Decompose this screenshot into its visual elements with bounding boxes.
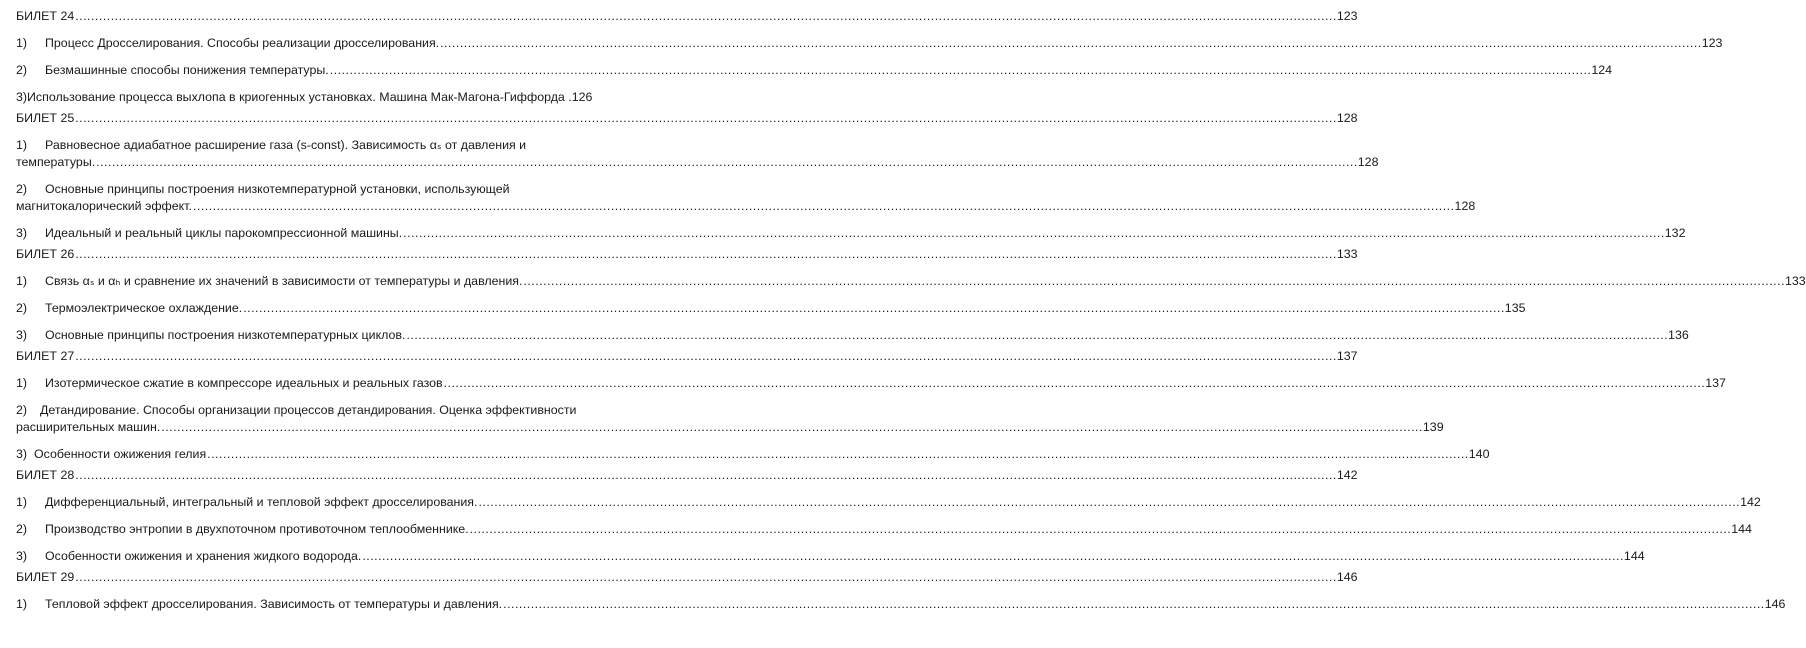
page-number: 137 [1336,349,1358,363]
page-number: 128 [1454,199,1476,213]
page-number: 140 [1468,447,1490,461]
toc-entry-ticket[interactable] [16,8,1358,25]
entry-title: Тепловой эффект дросселирования. Зависимость от температуры и давления. [45,597,503,611]
toc-entry-item[interactable] [16,181,1476,215]
toc-entry-item[interactable] [16,494,1761,511]
item-number: 2) [16,182,28,196]
table-of-contents [16,0,1806,613]
page-number: 137 [1705,376,1726,390]
page-number: 146 [1336,570,1358,584]
item-number: 1) [16,274,28,288]
item-number: 1) [16,138,28,152]
page-number: 128 [1336,111,1358,125]
toc-entry-item[interactable] [16,327,1689,344]
entry-title: Изотермическое сжатие в компрессоре идеальных и реальных газов [45,376,443,390]
item-number: 1) [16,495,28,509]
item-number: 3) [16,549,28,563]
entry-title: Производство энтропии в двухпоточном противоточном теплообменнике. [45,522,469,536]
entry-title-line2: температуры. [16,155,96,169]
item-number: 2) [16,301,28,315]
page-number: 144 [1623,549,1645,563]
toc-entry-item[interactable] [16,225,1686,242]
page-number: 133 [1785,274,1806,288]
item-number: 1) [16,36,28,50]
toc-entry-item[interactable] [16,137,1379,171]
entry-title-line1: Равновесное адиабатное расширение газа (s-const). Зависимость αₛ от давления и [45,138,527,152]
entry-title-line2: магнитокалорический эффект. [16,199,192,213]
entry-title: БИЛЕТ 24 [16,9,75,23]
entry-title-line1: Основные принципы построения низкотемпературной установки, использующей [45,182,510,196]
entry-title: Безмашинные способы понижения температуры. [45,63,329,77]
entry-title: БИЛЕТ 25 [16,111,75,125]
toc-entry-ticket[interactable] [16,110,1358,127]
page-number: 126 [571,90,593,104]
toc-entry-item[interactable] [16,521,1752,538]
toc-entry-item[interactable] [16,446,1490,463]
entry-title: Особенности ожижения и хранения жидкого водорода. [45,549,362,563]
entry-title-line2: расширительных машин. [16,420,161,434]
toc-entry-item[interactable] [16,273,1806,290]
item-number: 3) [16,226,28,240]
entry-title: Идеальный и реальный циклы парокомпрессионной машины. [45,226,403,240]
page-number: 123 [1336,9,1358,23]
toc-entry-ticket[interactable] [16,569,1358,586]
item-number: 3) [16,328,28,342]
page-number: 139 [1422,420,1444,434]
toc-entry-item[interactable] [16,375,1726,392]
entry-title: Особенности ожижения гелия [34,447,207,461]
entry-title: Связь αₛ и αₕ и сравнение их значений в зависимости от температуры и давления. [45,274,523,288]
item-number: 3) [16,447,28,461]
page-number: 135 [1504,301,1526,315]
item-number: 3) [16,90,28,104]
entry-title: Дифференциальный, интегральный и тепловой эффект дросселирования. [45,495,478,509]
item-number: 2) [16,403,28,417]
entry-title-line1: Детандирование. Способы организации процессов детандирования. Оценка эффективности [40,403,577,417]
toc-entry-item[interactable] [16,402,1444,436]
item-number: 1) [16,597,28,611]
page-number: 132 [1664,226,1686,240]
item-number: 2) [16,63,28,77]
entry-title: Использование процесса выхлопа в криогенных установках. Машина Мак-Магона-Гиффорда . [27,90,572,104]
toc-entry-item[interactable] [16,89,634,106]
entry-title: БИЛЕТ 27 [16,349,75,363]
entry-title: БИЛЕТ 26 [16,247,75,261]
toc-entry-item[interactable] [16,596,1786,613]
toc-entry-ticket[interactable] [16,467,1358,484]
item-number: 2) [16,522,28,536]
page-number: 142 [1336,468,1358,482]
page-number: 144 [1731,522,1752,536]
page-number: 128 [1357,155,1379,169]
page-number: 142 [1740,495,1761,509]
entry-title: БИЛЕТ 29 [16,570,75,584]
entry-title: БИЛЕТ 28 [16,468,75,482]
toc-entry-item[interactable] [16,35,1723,52]
page-number: 123 [1701,36,1723,50]
entry-title: Основные принципы построения низкотемпературных циклов. [45,328,406,342]
toc-entry-item[interactable] [16,62,1613,79]
page-number: 124 [1591,63,1613,77]
entry-title: Термоэлектрическое охлаждение. [45,301,243,315]
item-number: 1) [16,376,28,390]
toc-entry-item[interactable] [16,548,1645,565]
toc-entry-item[interactable] [16,300,1526,317]
page-number: 133 [1336,247,1358,261]
page-number: 146 [1764,597,1786,611]
toc-entry-ticket[interactable] [16,348,1358,365]
entry-title: Процесс Дросселирования. Способы реализации дросселирования. [45,36,440,50]
toc-entry-ticket[interactable] [16,246,1358,263]
page-number: 136 [1668,328,1689,342]
